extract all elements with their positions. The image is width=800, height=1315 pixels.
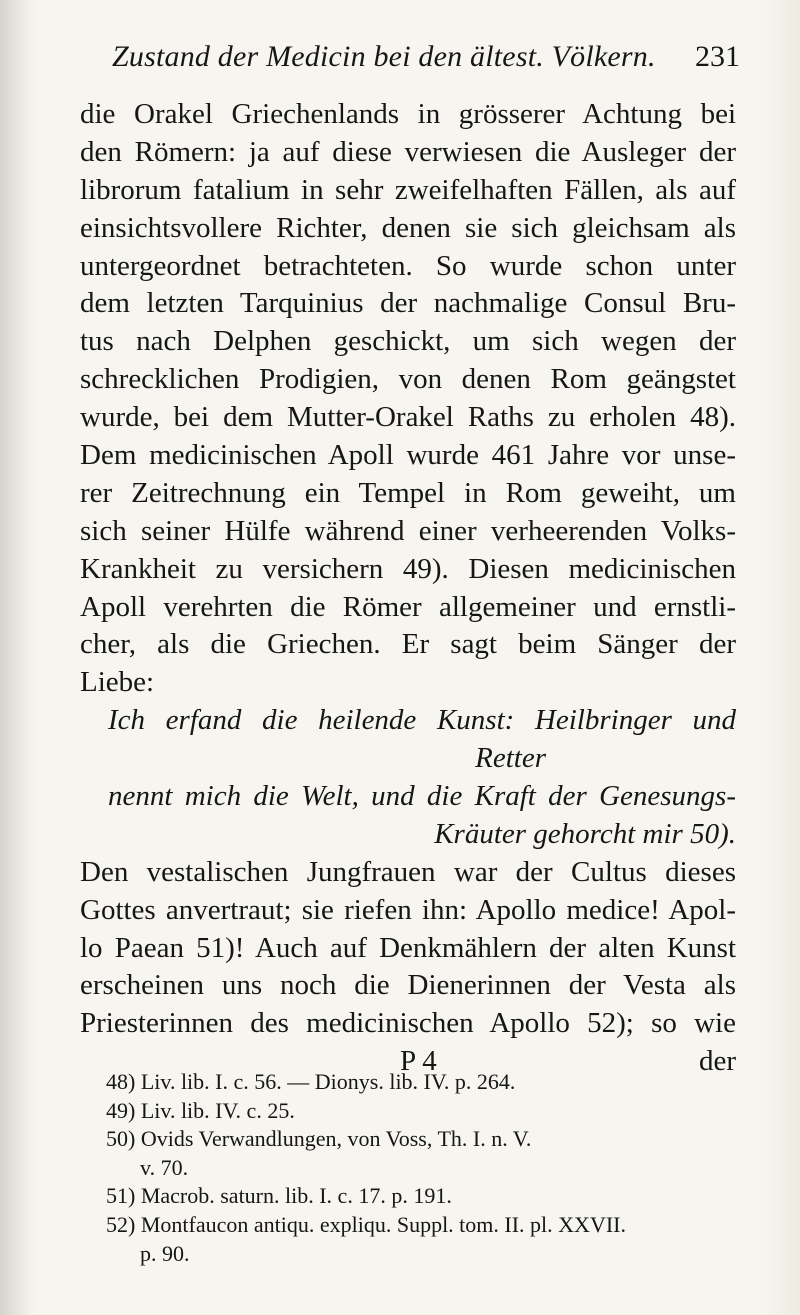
main-text: [80, 96, 736, 1081]
footnotes: [106, 1068, 736, 1268]
text-line: einsichtsvollere Richter, denen sie sich gleichsam als: [80, 211, 736, 244]
text-line: cher, als die Griechen. Er sagt beim Sänger der: [80, 628, 736, 661]
text-line: Dem medicinischen Apoll wurde 461 Jahre vor unse-: [80, 439, 736, 472]
page-number: 231: [695, 40, 740, 73]
text-line: den Römern: ja auf diese verwiesen die Ausleger der: [80, 135, 736, 168]
text-line: erscheinen uns noch die Dienerinnen der Vesta als: [80, 969, 736, 1002]
verse-line: nennt mich die Welt, und die Kraft der Genesungs-: [108, 780, 736, 813]
text-line: Priesterinnen des medicinischen Apollo 52); so wie: [80, 1007, 736, 1040]
footnote: 49) Liv. lib. IV. c. 25.: [106, 1097, 295, 1123]
text-line: tus nach Delphen geschickt, um sich wegen der: [80, 325, 736, 358]
text-line: Apoll verehrten die Römer allgemeiner und ernstli-: [80, 590, 736, 623]
text-line: rer Zeitrechnung ein Tempel in Rom geweiht, um: [80, 476, 736, 509]
text-line: Liebe:: [80, 666, 155, 699]
catchword: der: [698, 1045, 736, 1078]
footnote: 50) Ovids Verwandlungen, von Voss, Th. I. n. V.: [106, 1126, 532, 1152]
text-line: lo Paean 51)! Auch auf Denkmählern der alten Kunst: [80, 931, 736, 964]
running-head: [112, 36, 742, 84]
text-line: untergeordnet betrachteten. So wurde schon unter: [80, 249, 736, 282]
running-title: Zustand der Medicin bei den ältest. Völkern.: [112, 40, 656, 73]
text-line: dem letzten Tarquinius der nachmalige Consul Bru-: [80, 287, 736, 320]
footnote: 52) Montfaucon antiqu. expliqu. Suppl. tom. II. pl. XXVII.: [106, 1211, 626, 1237]
text-line: Den vestalischen Jungfrauen war der Cultus dieses: [80, 855, 736, 888]
footnote-continuation: v. 70.: [140, 1154, 189, 1180]
footnote: 48) Liv. lib. I. c. 56. — Dionys. lib. IV. p. 264.: [106, 1069, 516, 1094]
footnote-continuation: p. 90.: [140, 1240, 190, 1266]
text-line: die Orakel Griechenlands in grösserer Achtung bei: [80, 98, 736, 130]
text-line: Krankheit zu versichern 49). Diesen medicinischen: [80, 552, 736, 585]
verse-line: Ich erfand die heilende Kunst: Heilbringer und: [108, 704, 736, 737]
text-line: Gottes anvertraut; sie riefen ihn: Apollo medice! Apol-: [80, 893, 736, 926]
text-line: schrecklichen Prodigien, von denen Rom geängstet: [80, 363, 736, 396]
footnote: 51) Macrob. saturn. lib. I. c. 17. p. 191.: [106, 1183, 452, 1209]
verse-line: Kräuter gehorcht mir 50).: [434, 817, 736, 850]
verse-line: Retter: [475, 742, 546, 775]
page-gutter-shadow: [0, 0, 30, 1315]
text-line: wurde, bei dem Mutter-Orakel Raths zu erholen 48).: [80, 401, 736, 434]
signature-mark: P 4: [400, 1045, 437, 1078]
text-line: librorum fatalium in sehr zweifelhaften Fällen, als auf: [80, 173, 736, 206]
text-line: sich seiner Hülfe während einer verheerenden Volks-: [80, 514, 736, 547]
